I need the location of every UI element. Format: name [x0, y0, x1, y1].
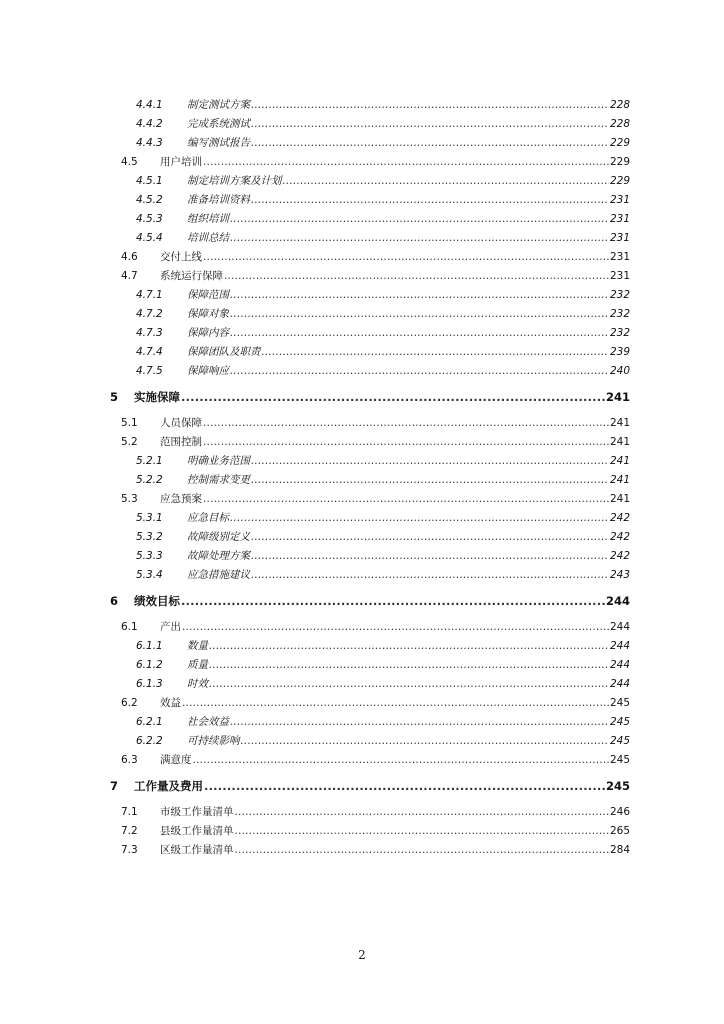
toc-entry-page: 244	[609, 659, 630, 671]
toc-entry-title: 用户培训	[160, 156, 202, 168]
toc-entry-number: 4.5.1	[136, 175, 163, 187]
toc-entry[interactable]	[121, 249, 630, 264]
toc-entry-number: 5.3.4	[136, 569, 163, 581]
dot-leader	[283, 175, 609, 187]
toc-entry-page: 228	[609, 99, 630, 111]
toc-entry-title: 系统运行保障	[160, 270, 223, 282]
toc-entry-page: 244	[605, 594, 630, 608]
dot-leader	[203, 493, 609, 505]
toc-entry-number: 5.3.3	[136, 550, 163, 562]
dot-leader	[251, 194, 609, 206]
dot-leader	[203, 156, 609, 168]
toc-entry-title: 产出	[160, 621, 181, 633]
toc-entry[interactable]	[136, 638, 630, 653]
toc-entry-page: 241	[609, 417, 630, 429]
toc-entry-title: 范围控制	[160, 436, 202, 448]
toc-entry-title: 人员保障	[160, 417, 202, 429]
toc-entry[interactable]	[136, 306, 630, 321]
toc-entry[interactable]	[136, 529, 630, 544]
toc-entry-number: 4.6	[121, 251, 138, 263]
toc-entry-number: 6.1.2	[136, 659, 163, 671]
toc-entry-number: 5.3	[121, 493, 138, 505]
toc-entry-number: 4.5.2	[136, 194, 163, 206]
toc-entry-title: 可持续影响	[187, 735, 240, 747]
dot-leader	[181, 594, 605, 608]
toc-entry-number: 6.1.1	[136, 640, 163, 652]
toc-entry-number: 6.3	[121, 754, 138, 766]
toc-entry-title: 故障级别定义	[187, 531, 250, 543]
toc-entry-number: 4.4.1	[136, 99, 163, 111]
toc-entry-page: 241	[609, 436, 630, 448]
toc-entry-number: 4.7.2	[136, 308, 163, 320]
toc-entry-page: 245	[609, 697, 630, 709]
dot-leader	[251, 99, 609, 111]
toc-entry[interactable]	[136, 567, 630, 582]
toc-entry-title: 质量	[187, 659, 208, 671]
dot-leader	[230, 512, 609, 524]
toc-entry[interactable]	[121, 415, 630, 430]
toc-entry-title: 保障响应	[187, 365, 229, 377]
toc-entry[interactable]	[136, 230, 630, 245]
dot-leader	[181, 390, 605, 404]
toc-entry[interactable]	[136, 676, 630, 691]
toc-entry-page: 242	[609, 512, 630, 524]
toc-entry-number: 6.2.1	[136, 716, 163, 728]
toc-entry-page: 239	[609, 346, 630, 358]
toc-entry-page: 231	[609, 213, 630, 225]
toc-entry[interactable]	[121, 154, 630, 169]
toc-entry-title: 保障内容	[187, 327, 229, 339]
toc-entry-title: 保障对象	[187, 308, 229, 320]
toc-entry-title: 满意度	[160, 754, 192, 766]
toc-entry-number: 4.5.3	[136, 213, 163, 225]
dot-leader	[241, 735, 609, 747]
toc-entry-page: 244	[609, 621, 630, 633]
toc-entry[interactable]	[121, 823, 630, 838]
toc-entry-title: 培训总结	[187, 232, 229, 244]
toc-entry-title: 实施保障	[134, 390, 180, 404]
toc-entry-page: 231	[609, 232, 630, 244]
dot-leader	[235, 806, 609, 818]
toc-entry-title: 编写测试报告	[187, 137, 250, 149]
toc-entry-page: 284	[609, 844, 630, 856]
toc-entry[interactable]	[110, 593, 630, 609]
dot-leader	[230, 365, 609, 377]
toc-entry-number: 5.2	[121, 436, 138, 448]
toc-entry[interactable]	[121, 752, 630, 767]
dot-leader	[251, 455, 609, 467]
dot-leader	[182, 621, 609, 633]
toc-entry-number: 5.2.1	[136, 455, 163, 467]
toc-entry-number: 7.2	[121, 825, 138, 837]
toc-entry-page: 244	[609, 640, 630, 652]
toc-entry-page: 246	[609, 806, 630, 818]
dot-leader	[230, 327, 609, 339]
toc-entry[interactable]	[136, 192, 630, 207]
dot-leader	[230, 213, 609, 225]
toc-entry-title: 市级工作量清单	[160, 806, 234, 818]
dot-leader	[203, 251, 609, 263]
dot-leader	[203, 417, 609, 429]
dot-leader	[251, 569, 609, 581]
toc-entry-number: 4.7.3	[136, 327, 163, 339]
toc-entry-title: 县级工作量清单	[160, 825, 234, 837]
dot-leader	[203, 436, 609, 448]
toc-entry-number: 4.5.4	[136, 232, 163, 244]
toc-entry[interactable]	[136, 714, 630, 729]
toc-entry-page: 241	[609, 493, 630, 505]
toc-entry-title: 制定测试方案	[187, 99, 250, 111]
toc-entry-page: 265	[609, 825, 630, 837]
toc-entry-title: 应急预案	[160, 493, 202, 505]
toc-entry-number: 4.4.3	[136, 137, 163, 149]
toc-entry[interactable]	[136, 733, 630, 748]
toc-entry-number: 5	[110, 390, 119, 404]
dot-leader	[251, 531, 609, 543]
dot-leader	[262, 346, 609, 358]
toc-entry-number: 7.1	[121, 806, 138, 818]
toc-entry[interactable]	[110, 778, 630, 794]
toc-entry-title: 完成系统测试	[187, 118, 250, 130]
toc-entry-page: 231	[609, 194, 630, 206]
toc-entry-page: 245	[609, 754, 630, 766]
toc-entry-number: 4.4.2	[136, 118, 163, 130]
toc-entry-title: 制定培训方案及计划	[187, 175, 282, 187]
dot-leader	[230, 716, 609, 728]
toc-entry-number: 6.1.3	[136, 678, 163, 690]
toc-entry-title: 工作量及费用	[134, 779, 203, 793]
toc-entry-number: 5.3.1	[136, 512, 163, 524]
toc-entry[interactable]	[121, 268, 630, 283]
toc-entry[interactable]	[136, 97, 630, 112]
dot-leader	[251, 550, 609, 562]
toc-entry-title: 应急措施建议	[187, 569, 250, 581]
toc-entry[interactable]	[136, 344, 630, 359]
toc-entry-page: 242	[609, 531, 630, 543]
toc-entry[interactable]	[121, 434, 630, 449]
toc-entry-title: 效益	[160, 697, 181, 709]
dot-leader	[204, 779, 605, 793]
toc-entry[interactable]	[136, 135, 630, 150]
toc-entry-page: 241	[605, 390, 630, 404]
toc-entry[interactable]	[121, 491, 630, 506]
dot-leader	[235, 825, 609, 837]
toc-entry-title: 绩效目标	[134, 594, 180, 608]
dot-leader	[209, 659, 609, 671]
toc-entry-page: 245	[609, 735, 630, 747]
toc-entry[interactable]	[136, 548, 630, 563]
dot-leader	[193, 754, 609, 766]
toc-entry-number: 4.7.1	[136, 289, 163, 301]
dot-leader	[230, 289, 609, 301]
toc-entry-number: 4.5	[121, 156, 138, 168]
toc-entry-number: 5.3.2	[136, 531, 163, 543]
toc-entry-page: 241	[609, 455, 630, 467]
toc-entry-title: 应急目标	[187, 512, 229, 524]
toc-entry-number: 5.1	[121, 417, 138, 429]
toc-entry[interactable]	[136, 287, 630, 302]
toc-entry-page: 229	[609, 156, 630, 168]
toc-entry-page: 244	[609, 678, 630, 690]
dot-leader	[235, 844, 609, 856]
toc-entry[interactable]	[136, 325, 630, 340]
toc-entry-page: 229	[609, 175, 630, 187]
toc-entry-page: 241	[609, 474, 630, 486]
toc-entry-title: 准备培训资料	[187, 194, 250, 206]
toc-entry-page: 245	[605, 779, 630, 793]
toc-entry[interactable]	[136, 510, 630, 525]
toc-entry-page: 229	[609, 137, 630, 149]
toc-entry-title: 保障范围	[187, 289, 229, 301]
toc-entry[interactable]	[136, 453, 630, 468]
dot-leader	[209, 678, 609, 690]
toc-entry-number: 7	[110, 779, 119, 793]
toc-entry[interactable]	[110, 389, 630, 405]
toc-entry-number: 6	[110, 594, 119, 608]
toc-entry-number: 4.7.4	[136, 346, 163, 358]
toc-entry-number: 5.2.2	[136, 474, 163, 486]
dot-leader	[230, 232, 609, 244]
dot-leader	[251, 474, 609, 486]
toc-entry-page: 231	[609, 251, 630, 263]
toc-entry[interactable]	[136, 211, 630, 226]
dot-leader	[224, 270, 609, 282]
dot-leader	[209, 640, 609, 652]
toc-entry-number: 6.2.2	[136, 735, 163, 747]
toc-entry-page: 243	[609, 569, 630, 581]
toc-entry-title: 时效	[187, 678, 208, 690]
toc-entry-title: 组织培训	[187, 213, 229, 225]
toc-entry[interactable]	[121, 695, 630, 710]
dot-leader	[251, 137, 609, 149]
toc-entry-page: 242	[609, 550, 630, 562]
toc-entry[interactable]	[136, 363, 630, 378]
toc-entry-page: 232	[609, 289, 630, 301]
toc-entry-page: 228	[609, 118, 630, 130]
toc-entry-title: 控制需求变更	[187, 474, 250, 486]
toc-entry-number: 4.7	[121, 270, 138, 282]
dot-leader	[251, 118, 609, 130]
toc-entry-title: 数量	[187, 640, 208, 652]
toc-entry[interactable]	[121, 619, 630, 634]
dot-leader	[182, 697, 609, 709]
toc-entry-title: 交付上线	[160, 251, 202, 263]
toc-entry-page: 232	[609, 327, 630, 339]
toc-entry[interactable]	[121, 804, 630, 819]
toc-entry-number: 7.3	[121, 844, 138, 856]
toc-entry-title: 区级工作量清单	[160, 844, 234, 856]
dot-leader	[230, 308, 609, 320]
toc-entry-page: 232	[609, 308, 630, 320]
toc-entry[interactable]	[136, 472, 630, 487]
toc-entry-title: 故障处理方案	[187, 550, 250, 562]
toc-entry[interactable]	[121, 842, 630, 857]
toc-entry-page: 245	[609, 716, 630, 728]
toc-entry[interactable]	[136, 173, 630, 188]
toc-entry-title: 社会效益	[187, 716, 229, 728]
toc-entry-title: 明确业务范围	[187, 455, 250, 467]
page-number-footer: 2	[358, 948, 366, 962]
toc-entry-number: 6.2	[121, 697, 138, 709]
toc-entry-number: 6.1	[121, 621, 138, 633]
toc-entry[interactable]	[136, 657, 630, 672]
toc-entry-title: 保障团队及职责	[187, 346, 261, 358]
toc-entry-number: 4.7.5	[136, 365, 163, 377]
toc-entry[interactable]	[136, 116, 630, 131]
toc-entry-page: 240	[609, 365, 630, 377]
toc-entry-page: 231	[609, 270, 630, 282]
